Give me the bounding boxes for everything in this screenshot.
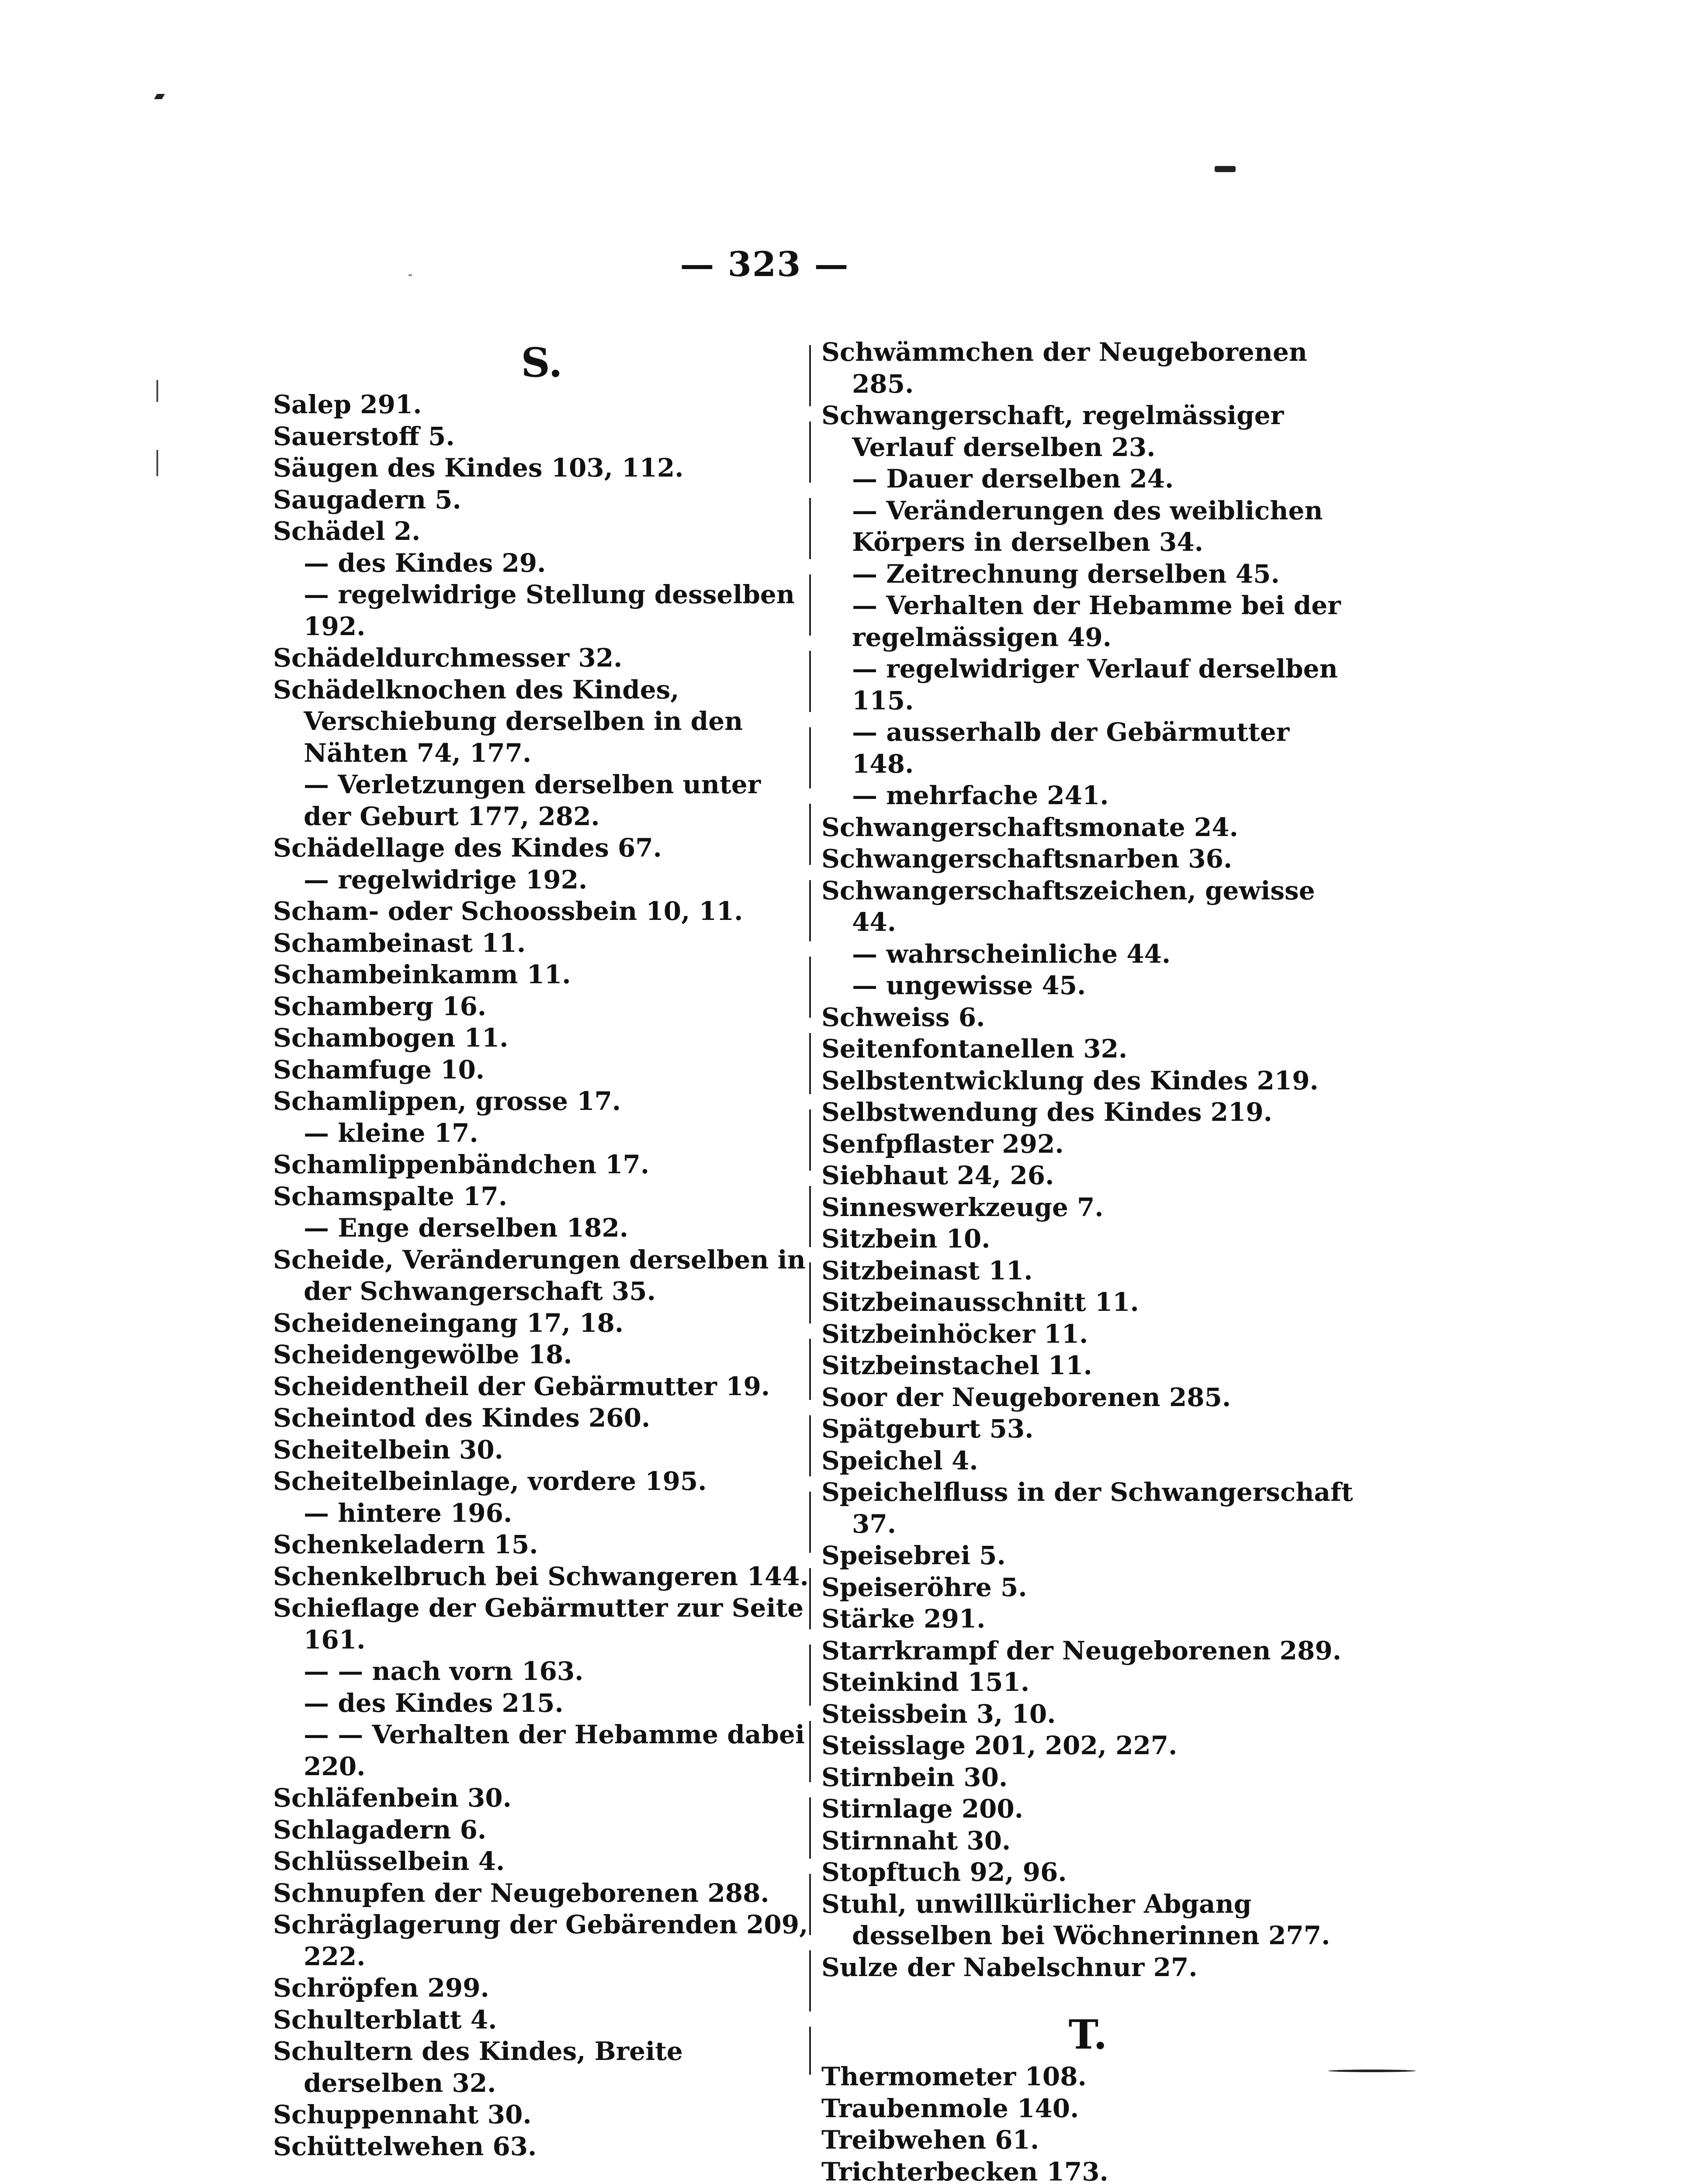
index-entry: — Zeitrechnung derselben 45. <box>852 559 1280 589</box>
index-entry: Scheidentheil der Gebärmutter 19. <box>273 1371 770 1401</box>
index-entry: Schambogen 11. <box>273 1023 509 1053</box>
index-entry: Starrkrampf der Neugeborenen 289. <box>821 1635 1341 1666</box>
index-entry: Schultern des Kindes, Breite derselben 32. <box>273 2036 683 2098</box>
index-entry: Stirnbein 30. <box>821 1762 1008 1792</box>
index-entry: Steisslage 201, 202, 227. <box>821 1731 1178 1760</box>
index-entry: Schröpfen 299. <box>273 1973 489 2003</box>
index-entry: Schüttelwehen 63. <box>273 2131 537 2161</box>
index-entry: Schuppennaht 30. <box>273 2100 532 2129</box>
scan-speck <box>409 274 412 276</box>
index-entry: Sitzbeinausschnitt 11. <box>821 1287 1139 1317</box>
index-entry: — regelwidrige Stellung desselben 192. <box>304 580 795 641</box>
index-entry: Schwangerschaft, regelmässiger Verlauf derselben 23. <box>821 401 1284 462</box>
index-entry: Steinkind 151. <box>821 1667 1030 1697</box>
index-entry: Scheidengewölbe 18. <box>273 1340 572 1369</box>
index-entry: Schamfuge 10. <box>273 1054 485 1085</box>
scan-speck <box>1328 2070 1416 2072</box>
index-entry-list <box>821 2061 1354 2184</box>
index-entry: — — Verhalten der Hebamme dabei 220. <box>304 1720 805 1781</box>
scan-speck <box>1215 166 1236 172</box>
index-entry: Thermometer 108. <box>821 2062 1087 2091</box>
index-entry: Schenkelbruch bei Schwangeren 144. <box>273 1561 809 1591</box>
scan-speck <box>154 94 165 99</box>
index-entry: Schwangerschaftszeichen, gewisse 44. <box>821 875 1315 937</box>
index-entry: Traubenmole 140. <box>821 2093 1079 2123</box>
index-entry: Säugen des Kindes 103, 112. <box>273 453 684 483</box>
index-entry: Stuhl, unwillkürlicher Abgang desselben bei Wöchnerinnen 277. <box>821 1889 1330 1950</box>
index-entry: Schädeldurchmesser 32. <box>273 643 623 673</box>
index-entry: Schamspalte 17. <box>273 1181 507 1211</box>
index-entry: Speiseröhre 5. <box>821 1572 1027 1602</box>
index-entry-list <box>273 389 810 2162</box>
index-entry: Schläfenbein 30. <box>273 1783 512 1813</box>
index-entry: Trichterbecken 173. <box>821 2156 1108 2184</box>
index-entry: — regelwidrige 192. <box>304 864 588 895</box>
index-entry-list <box>821 336 1354 1983</box>
index-entry: Schlagadern 6. <box>273 1814 487 1845</box>
index-entry: Scham- oder Schoossbein 10, 11. <box>273 896 743 926</box>
index-entry: — Verhalten der Hebamme bei der regelmässigen 49. <box>852 591 1341 652</box>
index-entry: Spätgeburt 53. <box>821 1414 1034 1444</box>
index-entry: Sitzbeinast 11. <box>821 1255 1033 1286</box>
index-entry: Sitzbeinhöcker 11. <box>821 1319 1088 1349</box>
index-entry: Schamberg 16. <box>273 991 486 1021</box>
index-entry: Scheintod des Kindes 260. <box>273 1403 651 1433</box>
index-entry: — — nach vorn 163. <box>304 1656 584 1686</box>
index-entry: — Veränderungen des weiblichen Körpers in derselben 34. <box>852 495 1323 557</box>
index-entry: Scheide, Veränderungen derselben in der Schwangerschaft 35. <box>273 1244 806 1306</box>
index-entry: Schwangerschaftsnarben 36. <box>821 844 1233 874</box>
index-entry: Schweiss 6. <box>821 1002 985 1032</box>
index-entry: Schädel 2. <box>273 516 421 546</box>
index-entry: — hintere 196. <box>304 1498 513 1528</box>
index-entry: Seitenfontanellen 32. <box>821 1034 1128 1064</box>
index-entry: Schambeinkamm 11. <box>273 960 571 989</box>
section-gap <box>821 1983 1354 2008</box>
index-entry: Scheitelbeinlage, vordere 195. <box>273 1466 707 1496</box>
index-entry: Speisebrei 5. <box>821 1541 1006 1570</box>
section-heading-t: T. <box>1068 2011 1108 2058</box>
index-entry: — kleine 17. <box>304 1118 478 1148</box>
index-column-right <box>821 336 1354 2184</box>
index-entry: Schieflage der Gebärmutter zur Seite 161. <box>273 1593 804 1655</box>
index-entry: Saugadern 5. <box>273 484 461 515</box>
index-entry: Steissbein 3, 10. <box>821 1699 1056 1729</box>
index-entry: — Enge derselben 182. <box>304 1213 628 1243</box>
margin-mark <box>156 450 158 476</box>
index-entry: Stärke 291. <box>821 1604 986 1634</box>
index-entry: Schamlippen, grosse 17. <box>273 1086 621 1116</box>
page-number: — 323 — <box>680 245 849 284</box>
index-entry: — mehrfache 241. <box>852 781 1109 810</box>
index-entry: Schwämmchen der Neugeborenen 285. <box>821 337 1308 399</box>
index-entry: — des Kindes 215. <box>304 1688 564 1718</box>
index-entry: Scheideneingang 17, 18. <box>273 1308 624 1338</box>
index-entry: Soor der Neugeborenen 285. <box>821 1382 1231 1412</box>
index-entry: Schnupfen der Neugeborenen 288. <box>273 1878 769 1908</box>
index-entry: Sitzbein 10. <box>821 1224 991 1254</box>
index-entry: Salep 291. <box>273 390 422 419</box>
index-entry: Sinneswerkzeuge 7. <box>821 1192 1104 1222</box>
index-entry: — ungewisse 45. <box>852 971 1086 1000</box>
index-entry: Schamlippenbändchen 17. <box>273 1150 650 1179</box>
index-entry: Schädellage des Kindes 67. <box>273 833 662 863</box>
index-entry: Selbstwendung des Kindes 219. <box>821 1097 1272 1127</box>
index-entry: Schambeinast 11. <box>273 928 526 958</box>
index-entry: — Verletzungen derselben unter der Geburt 177, 282. <box>304 770 761 831</box>
index-entry: Sitzbeinstachel 11. <box>821 1351 1092 1380</box>
index-entry: Speichel 4. <box>821 1445 978 1476</box>
index-entry: Selbstentwicklung des Kindes 219. <box>821 1065 1319 1095</box>
index-entry: — Dauer derselben 24. <box>852 464 1174 494</box>
index-entry: Schwangerschaftsmonate 24. <box>821 812 1238 842</box>
index-entry: Stirnlage 200. <box>821 1794 1023 1824</box>
index-entry: Sauerstoff 5. <box>273 421 455 451</box>
index-entry: Schenkeladern 15. <box>273 1530 538 1559</box>
index-entry: Schlüsselbein 4. <box>273 1846 505 1876</box>
index-entry: Treibwehen 61. <box>821 2125 1039 2155</box>
column-divider <box>809 345 811 2075</box>
index-entry: — wahrscheinliche 44. <box>852 939 1171 969</box>
index-entry: Senfpflaster 292. <box>821 1129 1064 1159</box>
index-entry: — ausserhalb der Gebärmutter 148. <box>852 717 1290 779</box>
index-entry: Stopftuch 92, 96. <box>821 1857 1067 1887</box>
index-entry: Scheitelbein 30. <box>273 1434 503 1465</box>
section-heading-s: S. <box>521 339 563 386</box>
index-entry: Speichelfluss in der Schwangerschaft 37. <box>821 1477 1353 1539</box>
index-column-left <box>273 336 810 2162</box>
margin-mark <box>156 380 158 402</box>
index-entry: Siebhaut 24, 26. <box>821 1161 1054 1190</box>
index-entry: Schräglagerung der Gebärenden 209, 222. <box>273 1910 808 1971</box>
index-entry: — regelwidriger Verlauf derselben 115. <box>852 654 1338 715</box>
index-entry: Schädelknochen des Kindes, Verschiebung derselben in den Nähten 74, 177. <box>273 674 743 768</box>
index-entry: — des Kindes 29. <box>304 548 546 578</box>
index-entry: Sulze der Nabelschnur 27. <box>821 1952 1198 1982</box>
index-entry: Stirnnaht 30. <box>821 1825 1011 1856</box>
index-entry: Schulterblatt 4. <box>273 2004 497 2035</box>
